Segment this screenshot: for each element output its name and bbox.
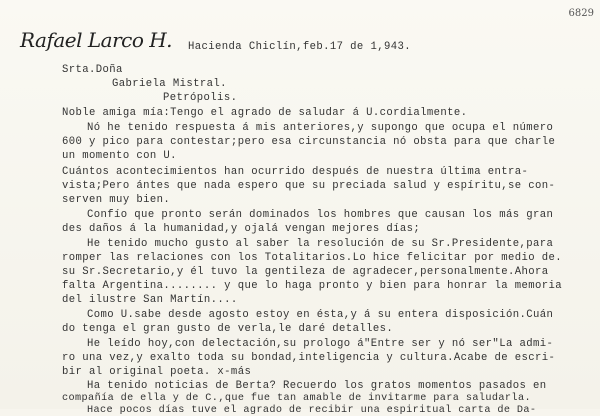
body-line: Noble amiga mía:Tengo el agrado de saludar á U.cordialmente. [62, 107, 468, 119]
letterhead-signature: Rafael Larco H. [20, 28, 173, 52]
body-line: Nó he tenido respuesta á mis anteriores,y supongo que ocupa el número [87, 122, 554, 134]
body-line: bir al original poeta. x-más [62, 366, 252, 378]
body-line: falta Argentina........ y que lo haga pronto y bien para honrar la memoria [62, 280, 563, 292]
body-line: He leído hoy,con delectación,su prologo á"Entre ser y nó ser"La admi- [87, 338, 554, 350]
recipient-line-1: Srta.Doña [62, 64, 123, 76]
body-line: des daños á la humanidad,y ojalá vengan mejores días; [62, 223, 421, 235]
body-line: serven muy bien. [62, 194, 171, 206]
body-line: un momento con U. [62, 150, 177, 162]
body-line: compañía de ella y de C.,que fue tan amable de invitarme para saludarla. [62, 393, 531, 404]
archive-number: 6829 [568, 8, 594, 19]
body-line: Hace pocos días tuve el agrado de recibir una espiritual carta de Da- [87, 405, 537, 416]
recipient-line-3: Petrópolis. [163, 92, 238, 104]
body-line: su Sr.Secretario,y él tuvo la gentileza de agradecer,personalmente.Ahora [62, 266, 549, 278]
body-line: Ha tenido noticias de Berta? Recuerdo los gratos momentos pasados en [87, 380, 547, 392]
body-line: del ilustre San Martín.... [62, 294, 238, 306]
recipient-line-2: Gabriela Mistral. [112, 78, 227, 90]
body-line: romper las relaciones con los Totalitarios.Lo hice felicitar por medio de. [62, 252, 563, 264]
body-line: Como U.sabe desde agosto estoy en ésta,y á su entera disposición.Cuán [87, 309, 554, 321]
body-line: Confío que pronto serán dominados los hombres que causan los más gran [87, 209, 554, 221]
body-line: vista;Pero ántes que nada espero que su preciada salud y espíritu,se con- [62, 180, 556, 192]
body-line: do tenga el gran gusto de verla,le daré detalles. [62, 323, 394, 335]
body-line: He tenido mucho gusto al saber la resolución de su Sr.Presidente,para [87, 238, 554, 250]
body-line: 600 y pico para contestar;pero esa circunstancia nó obsta para que charle [62, 136, 556, 148]
body-line: ro una vez,y exalto toda su bondad,inteligencia y cultura.Acabe de escri- [62, 352, 556, 364]
body-line: Cuántos acontecimientos han ocurrido después de nuestra última entra- [62, 166, 529, 178]
dateline: Hacienda Chiclín,feb.17 de 1,943. [188, 41, 411, 53]
